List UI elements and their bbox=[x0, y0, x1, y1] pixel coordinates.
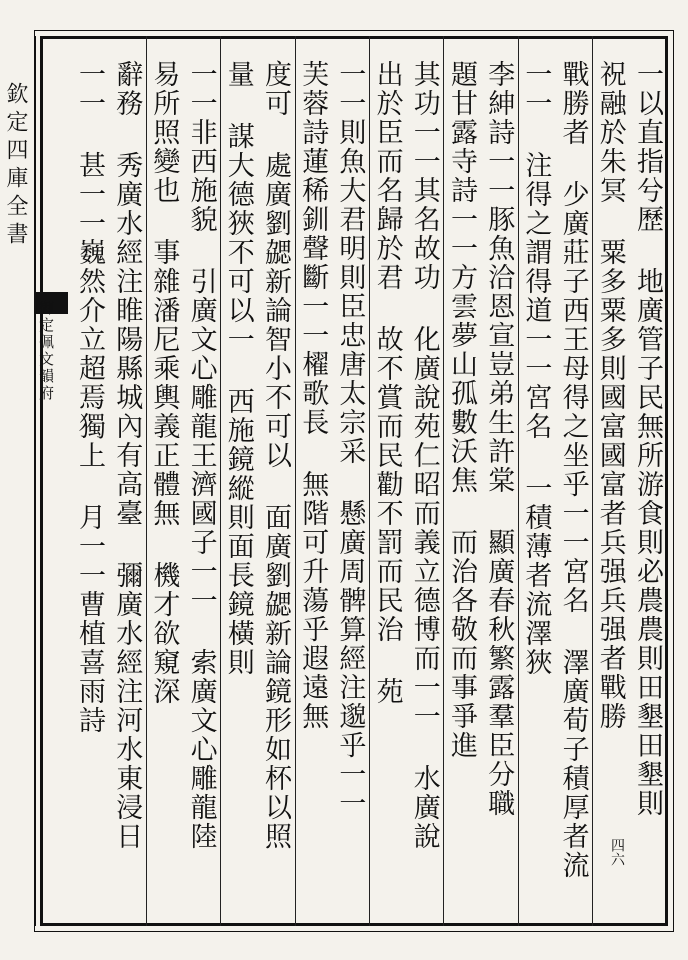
text-column: 一以直指兮歷 地廣管子民無所游食則必農農則田墾田墾則 bbox=[632, 60, 663, 818]
column-divider bbox=[146, 36, 147, 926]
book-title: 欽定四庫全書 bbox=[3, 82, 28, 250]
column-divider bbox=[369, 36, 370, 926]
text-column: 題甘露寺詩一一方雲夢山孤數沃焦 而治各敬而事爭進 bbox=[446, 60, 477, 760]
text-column: 易所照變也 事雜潘尼乘輿義正體無 機才欲窺深 bbox=[148, 60, 180, 706]
book-title-column bbox=[0, 36, 36, 926]
column-divider bbox=[592, 36, 593, 926]
text-column: 一一非西施貌 引廣文心雕龍王濟國子一一 索廣文心雕龍陸 bbox=[185, 60, 217, 851]
column-divider bbox=[295, 36, 296, 926]
text-column: 出於臣而名歸於君 故不賞而民勸不罰而民治 苑 bbox=[371, 60, 403, 706]
book-subtitle: 御定佩文韻府 bbox=[37, 300, 55, 402]
text-column: 祝融於朱冥 粟多粟多則國富國富者兵强兵强者戰勝 bbox=[594, 60, 626, 731]
page-number: 四六 bbox=[609, 838, 625, 866]
text-column: 戰勝者 少廣莊子西王母得之坐乎一一宮名 澤廣荀子積厚者流 bbox=[557, 60, 589, 880]
text-column: 芙蓉詩蓮稀釧聲斷一一櫂歌長 無階可升蕩乎遐遠無 bbox=[297, 60, 329, 731]
text-column: 度可 處廣劉勰新論智小不可以 面廣劉勰新論鏡形如杯以照 bbox=[260, 60, 291, 851]
column-divider bbox=[220, 36, 221, 926]
text-column: 一一 甚一一巍然介立超焉獨上 月一一曹植喜雨詩 bbox=[74, 60, 105, 735]
column-divider bbox=[443, 36, 444, 926]
column-divider bbox=[518, 36, 519, 926]
text-column: 量 謀大德狹不可以一 西施鏡縱則面長鏡橫則 bbox=[222, 60, 254, 677]
text-column: 其功一一其名故功 化廣說苑仁昭而義立德博而一一 水廣說 bbox=[408, 60, 440, 851]
text-column: 辭務 秀廣水經注睢陽縣城內有高臺 彌廣水經注河水東浸日 bbox=[111, 60, 143, 851]
text-column: 李紳詩一一豚魚洽恩宣豈弟生許棠 顯廣春秋繁露羣臣分職 bbox=[483, 60, 515, 818]
text-column: 一一 注得之謂得道一一宮名 一積薄者流澤狹 bbox=[520, 60, 552, 677]
text-column: 一一則魚大君明則臣忠唐太宗采 懸廣周髀算經注邈乎一一 bbox=[334, 60, 366, 818]
